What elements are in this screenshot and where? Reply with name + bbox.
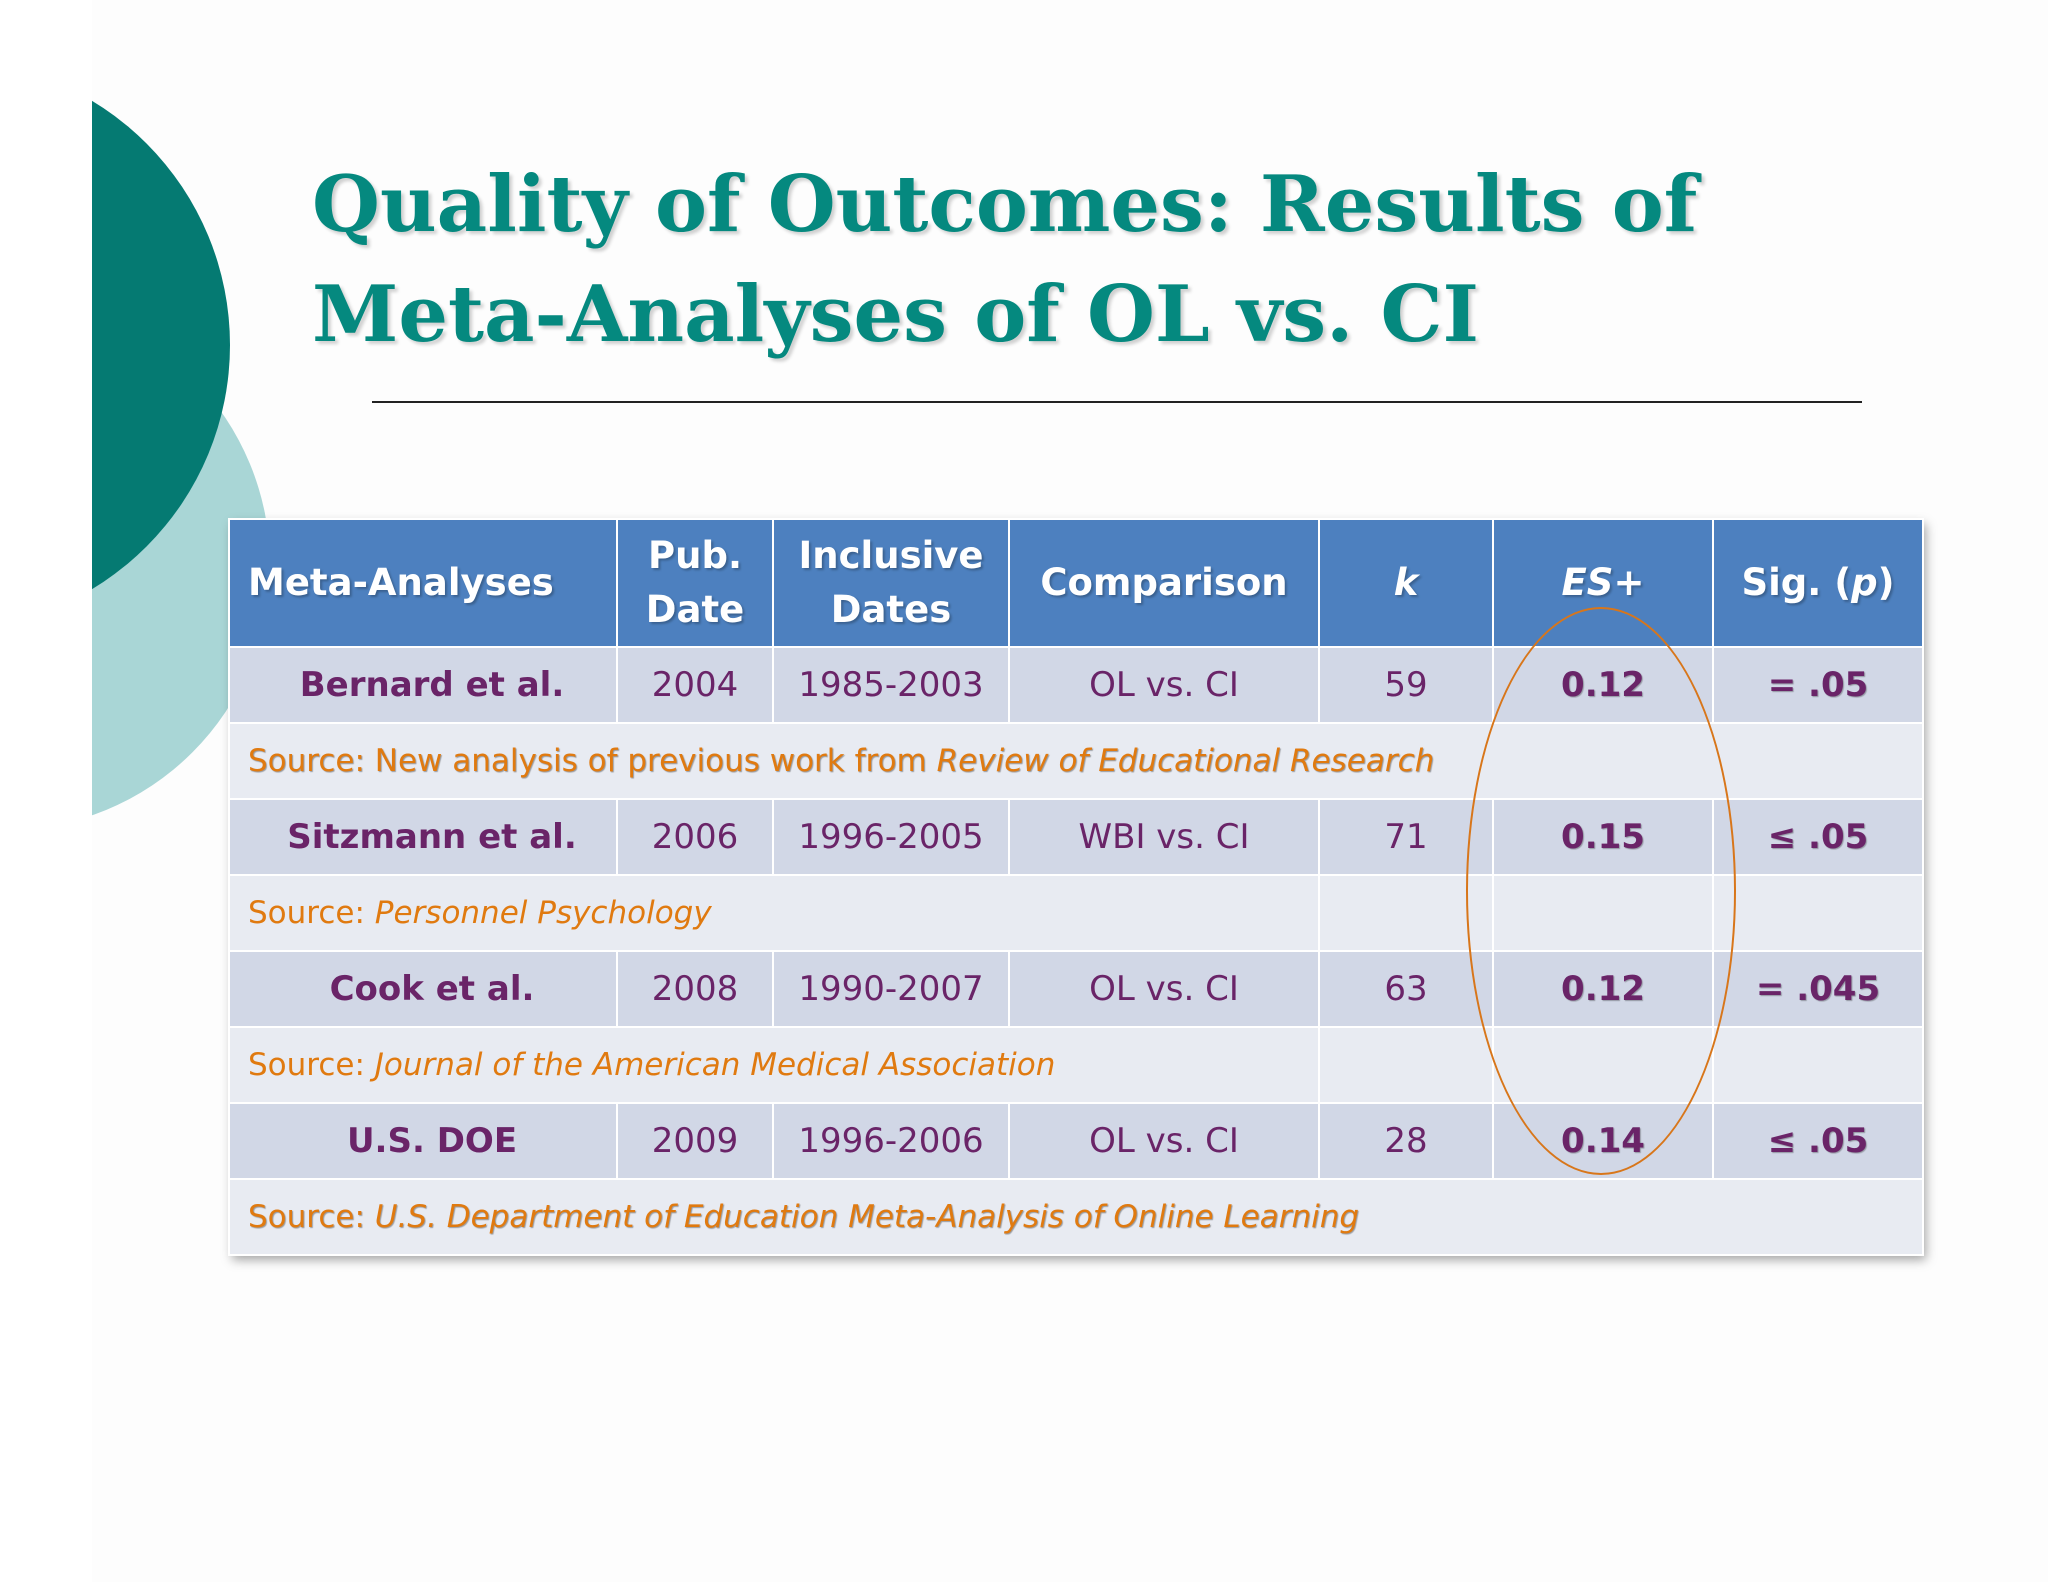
slide-title: Quality of Outcomes: Results of Meta-Analyses of OL vs. CI [312, 159, 1698, 360]
study-name: U.S. DOE [229, 1103, 617, 1179]
k-value: 28 [1319, 1103, 1493, 1179]
table-row [229, 799, 1923, 875]
empty-cell [1319, 875, 1493, 951]
source-publication: Journal of the American Medical Association [374, 1047, 1056, 1083]
source-row [229, 875, 1923, 951]
header-sig-suffix: ) [1877, 561, 1895, 604]
source-publication: U.S. Department of Education Meta-Analysis of Online Learning [374, 1199, 1360, 1235]
source-publication: Review of Educational Research [936, 743, 1435, 779]
comparison: OL vs. CI [1009, 1103, 1319, 1179]
inclusive-dates: 1985-2003 [773, 647, 1009, 723]
sig-value: ≤ .05 [1713, 799, 1923, 875]
sig-value: ≤ .05 [1713, 1103, 1923, 1179]
inclusive-dates: 1996-2006 [773, 1103, 1009, 1179]
es-value: 0.14 [1493, 1103, 1713, 1179]
k-value: 71 [1319, 799, 1493, 875]
source-cell [229, 1027, 1319, 1103]
es-value: 0.12 [1493, 951, 1713, 1027]
es-value: 0.12 [1493, 647, 1713, 723]
pub-date: 2009 [617, 1103, 773, 1179]
sig-value: = .05 [1713, 647, 1923, 723]
header-es-label: ES+ [1561, 561, 1645, 604]
sig-value: = .045 [1713, 951, 1923, 1027]
empty-cell [1493, 875, 1713, 951]
source-cell [229, 723, 1923, 799]
pub-date: 2004 [617, 647, 773, 723]
table-row [229, 951, 1923, 1027]
table-row [229, 647, 1923, 723]
source-publication: Personnel Psychology [374, 895, 712, 931]
study-name: Bernard et al. [229, 647, 617, 723]
pub-date: 2006 [617, 799, 773, 875]
header-pub-date: Pub. Date [617, 519, 773, 647]
source-label: Source: [248, 1199, 375, 1235]
comparison: OL vs. CI [1009, 647, 1319, 723]
study-name: Cook et al. [229, 951, 617, 1027]
empty-cell [1493, 1027, 1713, 1103]
header-sig [1713, 519, 1923, 647]
k-value: 63 [1319, 951, 1493, 1027]
source-cell [229, 875, 1319, 951]
pub-date: 2008 [617, 951, 773, 1027]
header-k-label: k [1393, 561, 1419, 604]
empty-cell [1319, 1027, 1493, 1103]
slide-left-margin [0, 0, 92, 1582]
empty-cell [1713, 1027, 1923, 1103]
source-row [229, 1179, 1923, 1255]
source-cell [229, 1179, 1923, 1255]
header-es [1493, 519, 1713, 647]
header-sig-p: p [1851, 561, 1878, 604]
header-meta-analyses: Meta-Analyses [229, 519, 617, 647]
source-label: Source: [248, 1047, 375, 1083]
header-k [1319, 519, 1493, 647]
source-label: Source: New analysis of previous work from [248, 743, 937, 779]
comparison: WBI vs. CI [1009, 799, 1319, 875]
meta-analysis-table [228, 518, 1922, 1254]
study-name: Sitzmann et al. [229, 799, 617, 875]
inclusive-dates: 1996-2005 [773, 799, 1009, 875]
comparison: OL vs. CI [1009, 951, 1319, 1027]
table-header-row [229, 519, 1923, 647]
k-value: 59 [1319, 647, 1493, 723]
source-label: Source: [248, 895, 375, 931]
header-sig-prefix: Sig. ( [1741, 561, 1852, 604]
title-divider [372, 401, 1862, 403]
source-row [229, 723, 1923, 799]
es-value: 0.15 [1493, 799, 1713, 875]
empty-cell [1713, 875, 1923, 951]
table-row [229, 1103, 1923, 1179]
header-inclusive-dates: Inclusive Dates [773, 519, 1009, 647]
source-row [229, 1027, 1923, 1103]
inclusive-dates: 1990-2007 [773, 951, 1009, 1027]
header-comparison: Comparison [1009, 519, 1319, 647]
